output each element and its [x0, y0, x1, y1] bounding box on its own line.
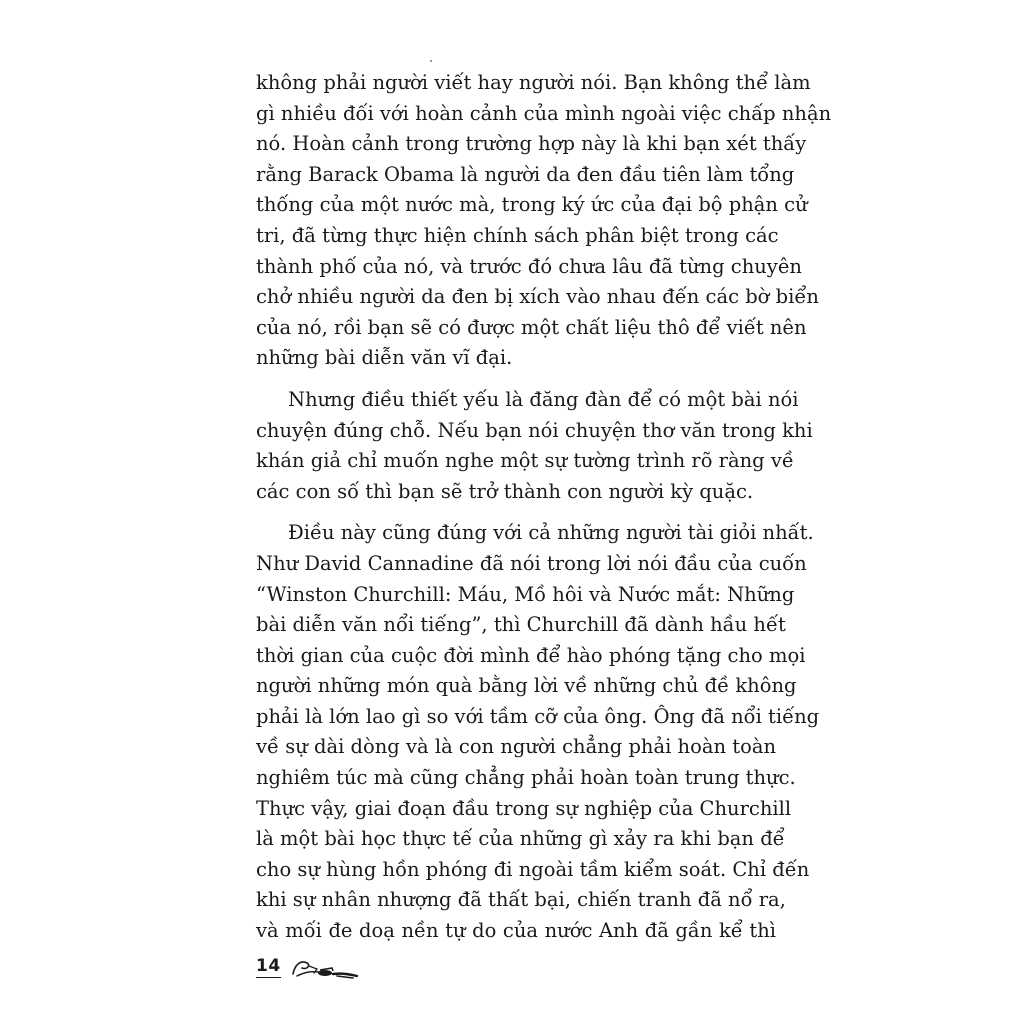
text-line: “Winston Churchill: Máu, Mồ hôi và Nước mắt: Những	[256, 582, 795, 606]
text-line: về sự dài dòng và là con người chẳng phải hoàn toàn	[256, 735, 776, 759]
text-line: nó. Hoàn cảnh trong trường hợp này là khi bạn xét thấy	[256, 132, 807, 156]
text-line: tri, đã từng thực hiện chính sách phân biệt trong các	[256, 223, 779, 247]
text-line: của nó, rồi bạn sẽ có được một chất liệu thô để viết nên	[256, 315, 807, 339]
sketch-figure-icon	[287, 954, 361, 980]
text-line: khi sự nhân nhượng đã thất bại, chiến tranh đã nổ ra,	[256, 888, 786, 912]
text-line: Nhưng điều thiết yếu là đăng đàn để có một bài nói	[288, 387, 799, 411]
text-line: người những món quà bằng lời về những chủ đề không	[256, 674, 797, 698]
text-line: các con số thì bạn sẽ trở thành con người kỳ quặc.	[256, 479, 754, 503]
text-line: phải là lớn lao gì so với tầm cỡ của ông. Ông đã nổi tiếng	[256, 704, 820, 728]
page-footer	[256, 952, 361, 982]
paragraph-gap	[256, 507, 776, 518]
print-speck	[430, 60, 432, 62]
text-line: thống của một nước mà, trong ký ức của đại bộ phận cử	[256, 193, 808, 217]
text-line: Điều này cũng đúng với cả những người tài giỏi nhất.	[288, 521, 814, 545]
text-line: chở nhiều người da đen bị xích vào nhau đến các bờ biển	[256, 285, 819, 309]
paragraph	[256, 385, 813, 507]
text-line: và mối đe doạ nền tự do của nước Anh đã gần kể thì	[256, 919, 776, 943]
paragraph	[256, 68, 832, 374]
text-line: rằng Barack Obama là người da đen đầu tiên làm tổng	[256, 162, 795, 186]
text-line: Như David Cannadine đã nói trong lời nói đầu của cuốn	[256, 551, 807, 575]
text-line: khán giả chỉ muốn nghe một sự tường trình rõ ràng về	[256, 449, 794, 473]
text-line: những bài diễn văn vĩ đại.	[256, 346, 513, 370]
text-line: bài diễn văn nổi tiếng”, thì Churchill đã dành hầu hết	[256, 613, 786, 637]
paragraph	[256, 518, 820, 946]
text-line: là một bài học thực tế của những gì xảy ra khi bạn để	[256, 827, 785, 851]
text-line: cho sự hùng hồn phóng đi ngoài tầm kiểm soát. Chỉ đến	[256, 857, 810, 881]
text-line: Thực vậy, giai đoạn đầu trong sự nghiệp của Churchill	[256, 796, 792, 820]
text-line: thành phố của nó, và trước đó chưa lâu đã từng chuyên	[256, 254, 802, 278]
paragraph-gap	[256, 374, 776, 385]
text-line: nghiêm túc mà cũng chẳng phải hoàn toàn trung thực.	[256, 766, 796, 790]
text-line: không phải người viết hay người nói. Bạn không thể làm	[256, 71, 811, 94]
text-line: gì nhiều đối với hoàn cảnh của mình ngoài việc chấp nhận	[256, 101, 832, 125]
page-number: 14	[256, 956, 281, 976]
body-text	[256, 68, 832, 947]
text-line: thời gian của cuộc đời mình để hào phóng tặng cho mọi	[256, 643, 806, 667]
text-line: chuyện đúng chỗ. Nếu bạn nói chuyện thơ văn trong khi	[256, 418, 813, 442]
